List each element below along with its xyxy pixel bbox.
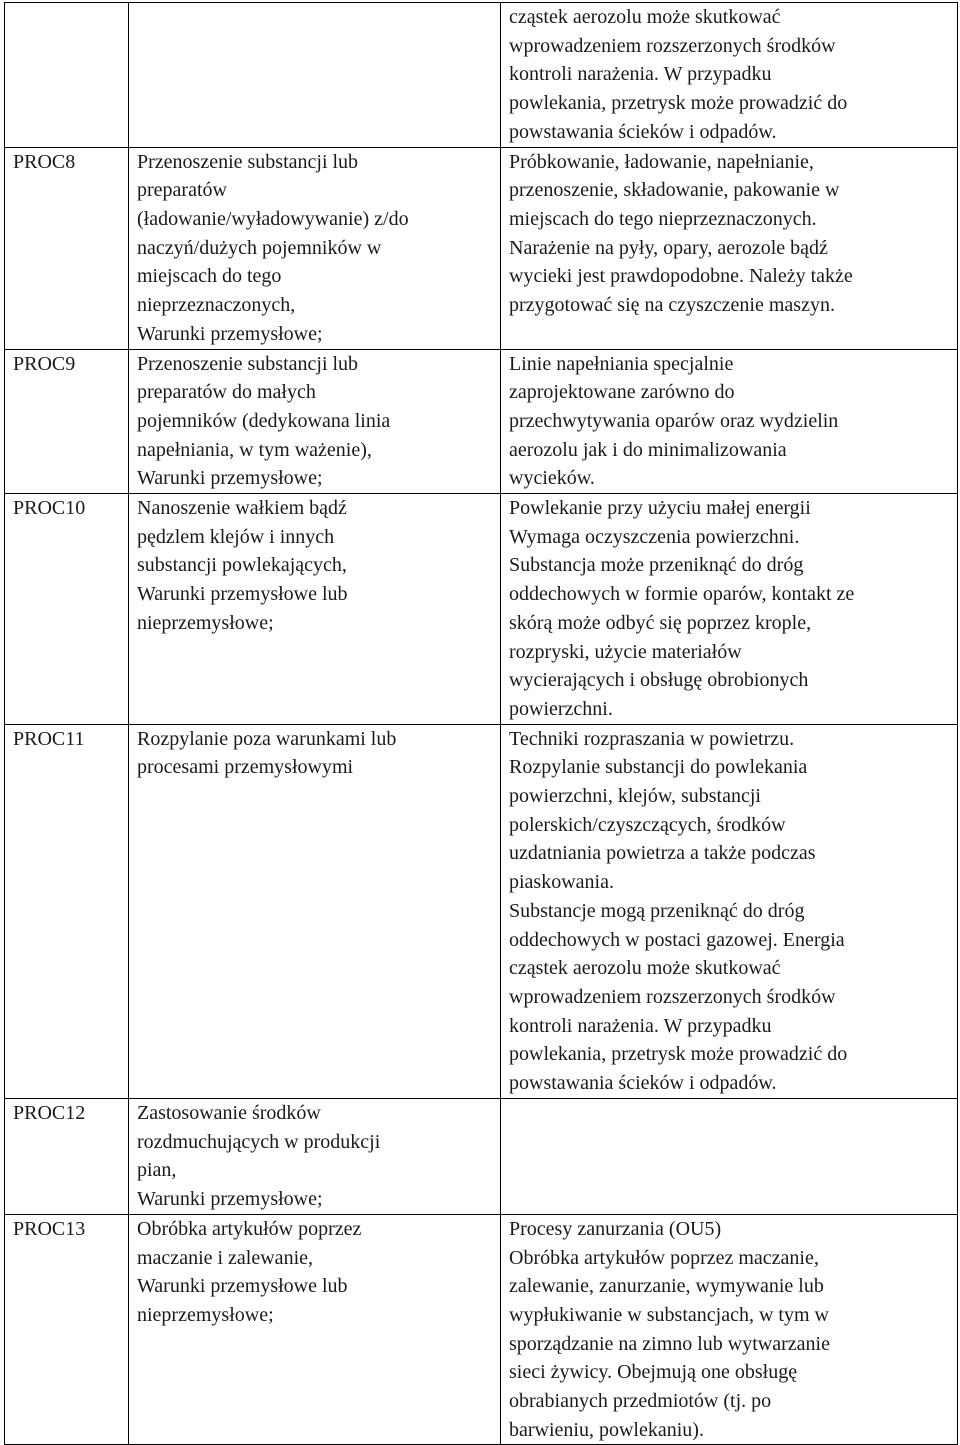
process-conditions: Linie napełniania specjalnie zaprojektowane zarówno do przechwytywania oparów oraz wydzielin aerozolu jak i do minimalizowania wycieków.	[501, 349, 958, 494]
process-description: Przenoszenie substancji lub preparatów do małych pojemników (dedykowana linia napełniania, w tym ważenie), Warunki przemysłowe;	[129, 349, 501, 494]
process-description: Nanoszenie wałkiem bądź pędzlem klejów i innych substancji powlekających, Warunki przemysłowe lub nieprzemysłowe;	[129, 494, 501, 725]
table-row-proc12	[5, 1098, 958, 1214]
proc-code: PROC13	[5, 1214, 129, 1445]
process-conditions: Próbkowanie, ładowanie, napełnianie, przenoszenie, składowanie, pakowanie w miejscach do tego nieprzeznaczonych. Narażenie na pyły, opary, aerozole bądź wycieki jest prawdopodobne. Należy także przygotować się na czyszczenie maszyn.	[501, 147, 958, 349]
table-row-proc8	[5, 147, 958, 349]
process-conditions: cząstek aerozolu może skutkować wprowadzeniem rozszerzonych środków kontroli narażenia. W przypadku powlekania, przetrysk może prowadzić do powstawania ścieków i odpadów.	[501, 3, 958, 148]
table-row-proc13	[5, 1214, 958, 1445]
process-table-body	[5, 3, 958, 1445]
proc-code: PROC12	[5, 1098, 129, 1214]
proc-code: PROC11	[5, 724, 129, 1098]
table-row-proc11	[5, 724, 958, 1098]
process-description	[129, 3, 501, 148]
table-row-continuation	[5, 3, 958, 148]
process-conditions: Powlekanie przy użyciu małej energii Wymaga oczyszczenia powierzchni. Substancja może przeniknąć do dróg oddechowych w formie oparów, kontakt ze skórą może odbyć się poprzez krople, rozpryski, użycie materiałów wycierających i obsługę obrobionych powierzchni.	[501, 494, 958, 725]
process-conditions: Procesy zanurzania (OU5) Obróbka artykułów poprzez maczanie, zalewanie, zanurzanie, wymywanie lub wypłukiwanie w substancjach, w tym w sporządzanie na zimno lub wytwarzanie sieci żywicy. Obejmują one obsługę obrabianych przedmiotów (tj. po barwieniu, powlekaniu).	[501, 1214, 958, 1445]
proc-code: PROC10	[5, 494, 129, 725]
proc-code	[5, 3, 129, 148]
table-row-proc10	[5, 494, 958, 725]
table-row-proc9	[5, 349, 958, 494]
proc-code: PROC8	[5, 147, 129, 349]
process-table	[4, 2, 958, 1445]
process-description: Obróbka artykułów poprzez maczanie i zalewanie, Warunki przemysłowe lub nieprzemysłowe;	[129, 1214, 501, 1445]
process-description: Przenoszenie substancji lub preparatów (ładowanie/wyładowywanie) z/do naczyń/dużych pojemników w miejscach do tego nieprzeznaczonych, Warunki przemysłowe;	[129, 147, 501, 349]
process-description: Rozpylanie poza warunkami lub procesami przemysłowymi	[129, 724, 501, 1098]
process-description: Zastosowanie środków rozdmuchujących w produkcji pian, Warunki przemysłowe;	[129, 1098, 501, 1214]
proc-code: PROC9	[5, 349, 129, 494]
process-conditions	[501, 1098, 958, 1214]
process-conditions: Techniki rozpraszania w powietrzu. Rozpylanie substancji do powlekania powierzchni, klejów, substancji polerskich/czyszczących, środków uzdatniania powietrza a także podczas piaskowania. Substancje mogą przeniknąć do dróg oddechowych w postaci gazowej. Energia cząstek aerozolu może skutkować wprowadzeniem rozszerzonych środków kontroli narażenia. W przypadku powlekania, przetrysk może prowadzić do powstawania ścieków i odpadów.	[501, 724, 958, 1098]
